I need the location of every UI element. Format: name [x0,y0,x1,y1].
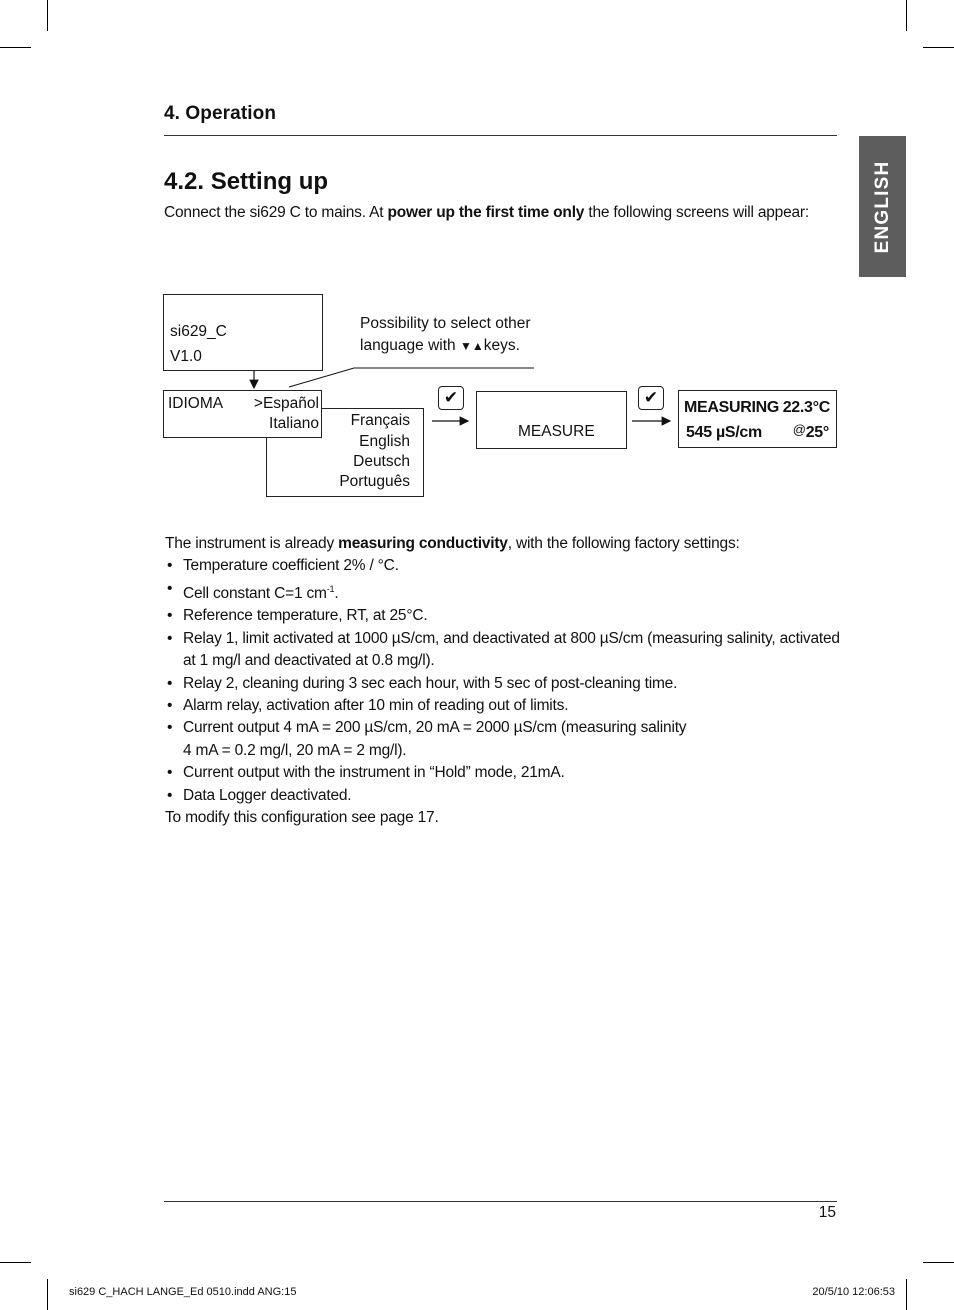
list-item: • Relay 1, limit activated at 1000 µS/cm, and deactivated at 800 µS/cm (measuring salinity, activated at 1 mg/l and deactivated at 0.8 mg/l). [165,628,845,673]
note-line-1: Possibility to select other [360,315,531,332]
intro-bold: power up the first time only [387,204,585,221]
measuring-reference [793,422,829,442]
list-item: • Relay 2, cleaning during 3 sec each hour, with 5 sec of post-cleaning time. [165,673,845,695]
crop-mark [0,1262,31,1263]
ref-at-sign: @ [792,422,806,437]
note-leader-line [289,368,534,387]
crop-mark [906,1279,907,1310]
settings-lead [165,533,845,555]
ref-temp: 25° [805,424,829,441]
cell-constant-text: Cell constant C=1 cm [183,584,327,602]
measuring-screen [678,390,837,448]
settings-closing: To modify this configuration see page 17. [165,809,439,827]
factory-settings [165,533,845,829]
list-item: • Reference temperature, RT, at 25°C. [165,605,845,627]
idioma-selected: >Español [253,395,319,412]
list-item: • Data Logger deactivated. [165,785,845,807]
lead-text: The instrument is already [165,535,339,552]
page-title: 4.2. Setting up [164,168,329,195]
language-option: Français [350,412,410,429]
footer-rule [164,1201,837,1202]
list-item: • Temperature coefficient 2% / °C. [165,555,845,577]
measuring-label: MEASURING [684,399,780,416]
print-slug-right: 20/5/10 12:06:53 [812,1286,895,1298]
measure-screen [476,391,627,449]
intro-text: Connect the si629 C to mains. At [164,204,388,221]
idioma-next: Italiano [269,415,319,432]
page-number: 15 [818,1204,836,1221]
language-option: Deutsch [353,453,410,470]
current-output-line1: Current output 4 mA = 200 µS/cm, 20 mA = 2000 µS/cm (measuring salinity [183,719,687,737]
idioma-screen [163,390,322,438]
list-item: • Alarm relay, activation after 10 min of reading out of limits. [165,695,845,717]
boot-model: si629_C [170,323,227,340]
section-heading: 4. Operation [164,103,277,124]
crop-mark [923,1262,954,1263]
side-tab-label: ENGLISH [871,160,893,253]
idioma-label: IDIOMA [168,395,224,412]
lead-bold: measuring conductivity [338,535,508,552]
print-slug-left: si629 C_HACH LANGE_Ed 0510.indd ANG:15 [69,1286,297,1298]
check-icon: ✔ [638,386,664,410]
measuring-temperature: 22.3°C [782,399,830,416]
language-option: English [359,433,410,450]
list-item: • Current output with the instrument in “Hold” mode, 21mA. [165,762,845,784]
arrow-keys-icon: ▼▲ [459,339,484,353]
cell-constant-end: . [334,584,339,602]
lead-text-end: , with the following factory settings: [507,535,740,552]
crop-mark [47,1279,48,1310]
settings-list [165,555,845,807]
boot-version: V1.0 [170,348,202,365]
list-item [165,578,845,606]
measure-label: MEASURE [518,423,595,440]
current-output-line2: 4 mA = 0.2 mg/l, 20 mA = 2 mg/l). [183,741,407,759]
list-item [165,717,845,762]
check-icon: ✔ [438,386,464,410]
measuring-value: 545 µS/cm [686,424,762,441]
note-text-end: keys. [483,337,520,354]
note-line-2 [360,335,531,357]
language-note [360,313,531,357]
language-option: Português [339,473,410,490]
intro-text-end: the following screens will appear: [584,204,809,221]
cell-constant-exponent: -1 [326,583,335,594]
note-text: language with [360,337,460,354]
